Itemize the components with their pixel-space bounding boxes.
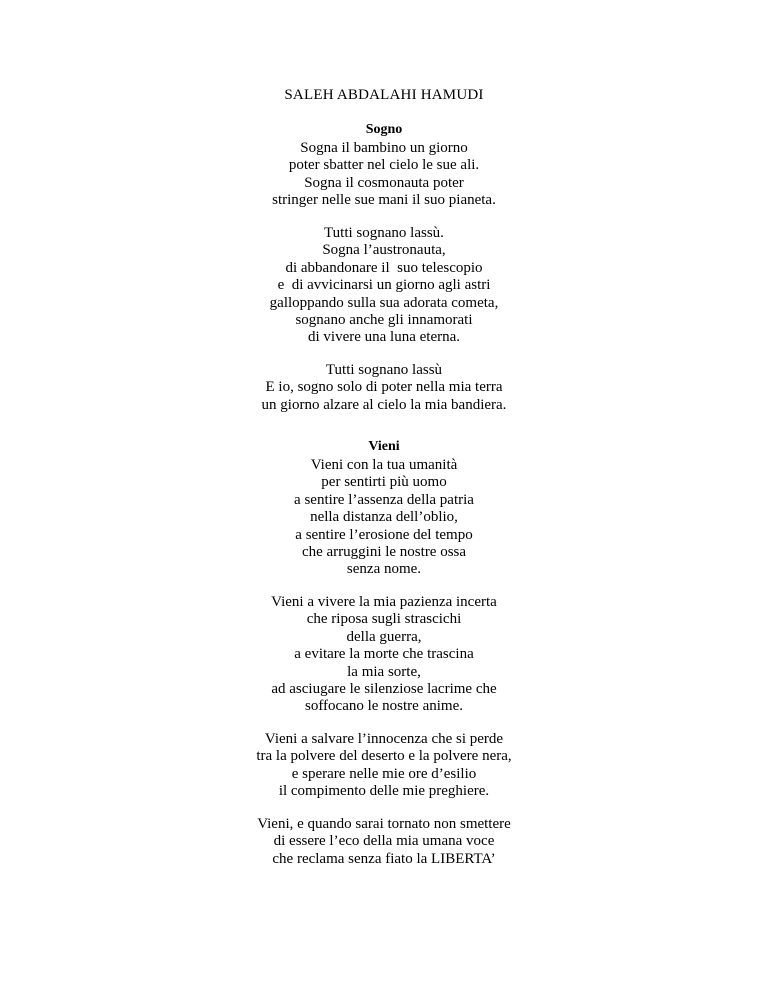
poem-line: un giorno alzare al cielo la mia bandiera. — [261, 396, 507, 413]
poem-line: di vivere una luna eterna. — [307, 329, 460, 346]
poem-line: e sperare nelle mie ore d’esilio — [291, 765, 477, 782]
poem-line: che reclama senza fiato la LIBERTA’ — [272, 850, 496, 867]
poem-line: sognano anche gli innamorati — [295, 312, 473, 329]
stanza — [0, 457, 768, 579]
stanza — [0, 594, 768, 716]
poem-line: soffocano le nostre anime. — [304, 698, 463, 715]
stanza — [0, 362, 768, 414]
poem-line: senza nome. — [346, 561, 422, 578]
poem-line: Tutti sognano lassù. — [324, 225, 444, 241]
poem-line: stringer nelle sue mani il suo pianeta. — [272, 192, 496, 209]
poem-line: E io, sogno solo di poter nella mia terra — [265, 379, 503, 396]
poem-line: per sentirti più uomo — [321, 474, 447, 491]
poem-line: Tutti sognano lassù — [325, 362, 443, 378]
poem-line: Sogna il cosmonauta poter — [304, 174, 464, 191]
poem-line: di abbandonare il suo telescopio — [285, 259, 483, 276]
poem-line: galloppando sulla sua adorata cometa, — [269, 294, 499, 311]
poem-line: Sogna l’austronauta, — [322, 242, 446, 259]
poem-line: della guerra, — [346, 628, 422, 645]
poem-line: a sentire l’erosione del tempo — [295, 526, 473, 543]
stanza — [0, 140, 768, 210]
poem-line: e di avvicinarsi un giorno agli astri — [277, 277, 491, 294]
poem-title-vieni: Vieni — [368, 439, 400, 454]
poem-line: poter sbatter nel cielo le sue ali. — [288, 157, 480, 174]
poem-line: a sentire l’assenza della patria — [294, 491, 474, 508]
poem-line: Vieni con la tua umanità — [310, 457, 458, 473]
poem-title-sogno: Sogno — [365, 122, 403, 137]
poem-line: il compimento delle mie preghiere. — [278, 783, 490, 800]
author-name: SALEH ABDALAHI HAMUDI — [284, 87, 484, 103]
poem-line: tra la polvere del deserto e la polvere nera, — [256, 748, 512, 765]
poem-line: che arruggini le nostre ossa — [301, 544, 467, 561]
poem-line: Vieni a salvare l’innocenza che si perde — [264, 731, 504, 747]
poem-line: Vieni, e quando sarai tornato non smettere — [257, 816, 511, 832]
poem-line: che riposa sugli strascichi — [306, 611, 462, 628]
poem-line: la mia sorte, — [347, 663, 421, 680]
stanza — [0, 225, 768, 347]
poem-line: Sogna il bambino un giorno — [300, 140, 468, 156]
poem-line: a evitare la morte che trascina — [294, 646, 474, 663]
poem-line: Vieni a vivere la mia pazienza incerta — [271, 594, 497, 610]
poem-line: ad asciugare le silenziose lacrime che — [271, 681, 497, 698]
stanza — [0, 816, 768, 868]
stanza — [0, 731, 768, 801]
poem-line: nella distanza dell’oblio, — [310, 509, 458, 526]
poem-line: di essere l’eco della mia umana voce — [273, 833, 495, 850]
